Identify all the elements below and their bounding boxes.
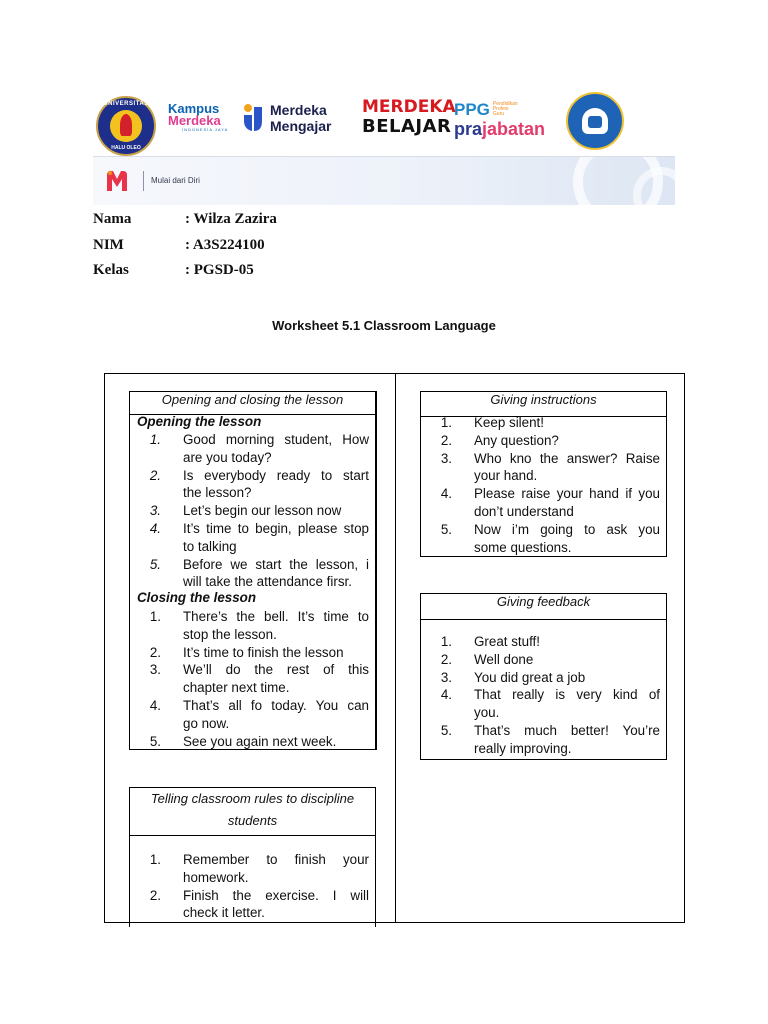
list-item-number: 4.: [149, 521, 161, 536]
worksheet-title: Worksheet 5.1 Classroom Language: [272, 318, 496, 333]
instructions-heading: Giving instructions: [421, 392, 666, 417]
list-item-text: Is everybody ready to start: [183, 467, 369, 483]
list-item-text: some questions.: [474, 539, 572, 555]
box-shadow-line: [375, 391, 377, 750]
list-item-text: homework.: [183, 869, 249, 885]
merdeka-mengajar-line2: Mengajar: [270, 118, 332, 134]
rules-heading-line2: students: [227, 813, 278, 828]
merdeka-mengajar-logo: [270, 102, 331, 134]
nama-label: Nama: [93, 211, 132, 227]
list-item-text: It’s time to begin, please stop: [183, 521, 369, 536]
list-item-text: Remember to finish your: [183, 852, 369, 867]
rules-heading-line1: Telling classroom rules to discipline: [150, 791, 355, 806]
list-item-text: to talking: [183, 538, 237, 554]
ppg-jabatan-text: jabatan: [482, 118, 546, 139]
book-icon: [588, 116, 602, 128]
banner-text: Mulai dari Diri: [151, 176, 200, 185]
ppg-pra-text: pra: [454, 118, 483, 139]
list-item-number: 5.: [149, 556, 161, 572]
feedback-heading: Giving feedback: [421, 594, 666, 620]
list-item-text: go now.: [183, 715, 230, 731]
list-item-text: the lesson?: [183, 485, 252, 501]
list-item-text: Great stuff!: [474, 634, 540, 649]
kelas-value: : PGSD-05: [185, 262, 254, 278]
list-item-text: Before we start the lesson, i: [183, 556, 369, 572]
merdeka-text: Merdeka: [168, 113, 221, 128]
opening-subheading: Opening the lesson: [137, 414, 262, 429]
list-item-text: your hand.: [474, 468, 538, 484]
list-item-number: 4.: [440, 687, 452, 703]
list-item-number: 5.: [149, 733, 161, 749]
nim-label: NIM: [93, 237, 124, 253]
tut-wuri-handayani-logo: [566, 92, 624, 150]
list-item-text: We’ll do the rest of this: [183, 662, 369, 678]
merdeka-belajar-line1: MERDEKA: [362, 97, 456, 117]
university-logo-text-top: UNIVERSITAS: [103, 101, 149, 107]
flame-icon: [120, 114, 132, 136]
list-item-text: That really is very kind of: [474, 687, 660, 703]
list-item-text: will take the attendance firsr.: [183, 574, 352, 590]
list-item-number: 3.: [149, 662, 161, 678]
list-item-text: Let’s begin our lesson now: [183, 503, 342, 519]
list-item-number: 1.: [149, 852, 161, 867]
list-item-text: stop the lesson.: [183, 626, 277, 642]
list-item-number: 5.: [440, 521, 452, 537]
merdeka-mengajar-line1: Merdeka: [270, 102, 327, 118]
table-column-divider: [395, 373, 396, 923]
closing-subheading: Closing the lesson: [137, 590, 257, 605]
merdeka-belajar-logo: [362, 98, 456, 136]
list-item-number: 2.: [440, 432, 452, 448]
university-logo-text-bottom: HALU OLEO: [111, 145, 141, 151]
list-item-number: 2.: [149, 467, 161, 483]
banner-separator: [143, 171, 144, 191]
list-item-text: you.: [474, 705, 500, 721]
list-item-number: 1.: [149, 432, 161, 447]
opening-closing-heading: Opening and closing the lesson: [130, 392, 375, 415]
nama-value: : Wilza Zazira: [185, 211, 277, 227]
list-item-text: Good morning student, How: [183, 432, 369, 447]
list-item-text: That’s much better! You’re: [474, 723, 660, 738]
list-item-text: There’s the bell. It’s time to: [183, 609, 369, 624]
ppg-prajabatan-logo: [454, 100, 545, 139]
list-item-text: See you again next week.: [183, 733, 337, 749]
list-item-number: 4.: [440, 486, 452, 502]
list-item-text: Now i’m going to ask you: [474, 521, 660, 537]
kampus-tagline: INDONESIA JAYA: [182, 127, 229, 132]
list-item-text: don’t understand: [474, 503, 574, 519]
list-item-number: 3.: [440, 669, 452, 685]
list-item-number: 2.: [149, 644, 161, 660]
ppg-text: PPG: [454, 99, 490, 119]
list-item-number: 1.: [440, 634, 452, 649]
list-item-text: Please raise your hand if you: [474, 486, 660, 502]
list-item-text: Well done: [474, 651, 534, 667]
list-item-number: 2.: [149, 887, 161, 903]
list-item-text: That’s all fo today. You can: [183, 698, 369, 713]
merdeka-belajar-line2: BELAJAR: [362, 116, 452, 137]
list-item-number: 3.: [149, 503, 161, 519]
list-item-text: Keep silent!: [474, 415, 544, 430]
kampus-merdeka-logo: [168, 101, 230, 132]
rules-heading: [130, 788, 375, 836]
list-item-text: are you today?: [183, 449, 272, 465]
list-item-text: check it letter.: [183, 905, 265, 921]
university-logo: [96, 96, 156, 156]
kelas-label: Kelas: [93, 262, 129, 278]
list-item-number: 2.: [440, 651, 452, 667]
mulai-dari-diri-banner: [93, 156, 675, 205]
list-item-text: chapter next time.: [183, 680, 290, 696]
m-logo-icon: [105, 169, 129, 193]
list-item-number: 1.: [440, 415, 452, 430]
merdeka-mengajar-icon: [242, 103, 264, 133]
list-item-text: Any question?: [474, 432, 559, 448]
list-item-text: really improving.: [474, 740, 572, 756]
list-item-text: Finish the exercise. I will: [183, 887, 369, 903]
list-item-text: You did great a job: [474, 669, 586, 685]
nim-value: : A3S224100: [185, 237, 265, 253]
list-item-number: 4.: [149, 698, 161, 713]
ppg-small-text: Pendidikan Profesi Guru: [492, 101, 518, 118]
list-item-text: Who kno the answer? Raise: [474, 450, 660, 466]
list-item-text: It’s time to finish the lesson: [183, 644, 344, 660]
list-item-number: 5.: [440, 723, 452, 738]
kampus-text: Kampus: [168, 101, 220, 116]
list-item-number: 3.: [440, 450, 452, 466]
list-item-number: 1.: [149, 609, 161, 624]
